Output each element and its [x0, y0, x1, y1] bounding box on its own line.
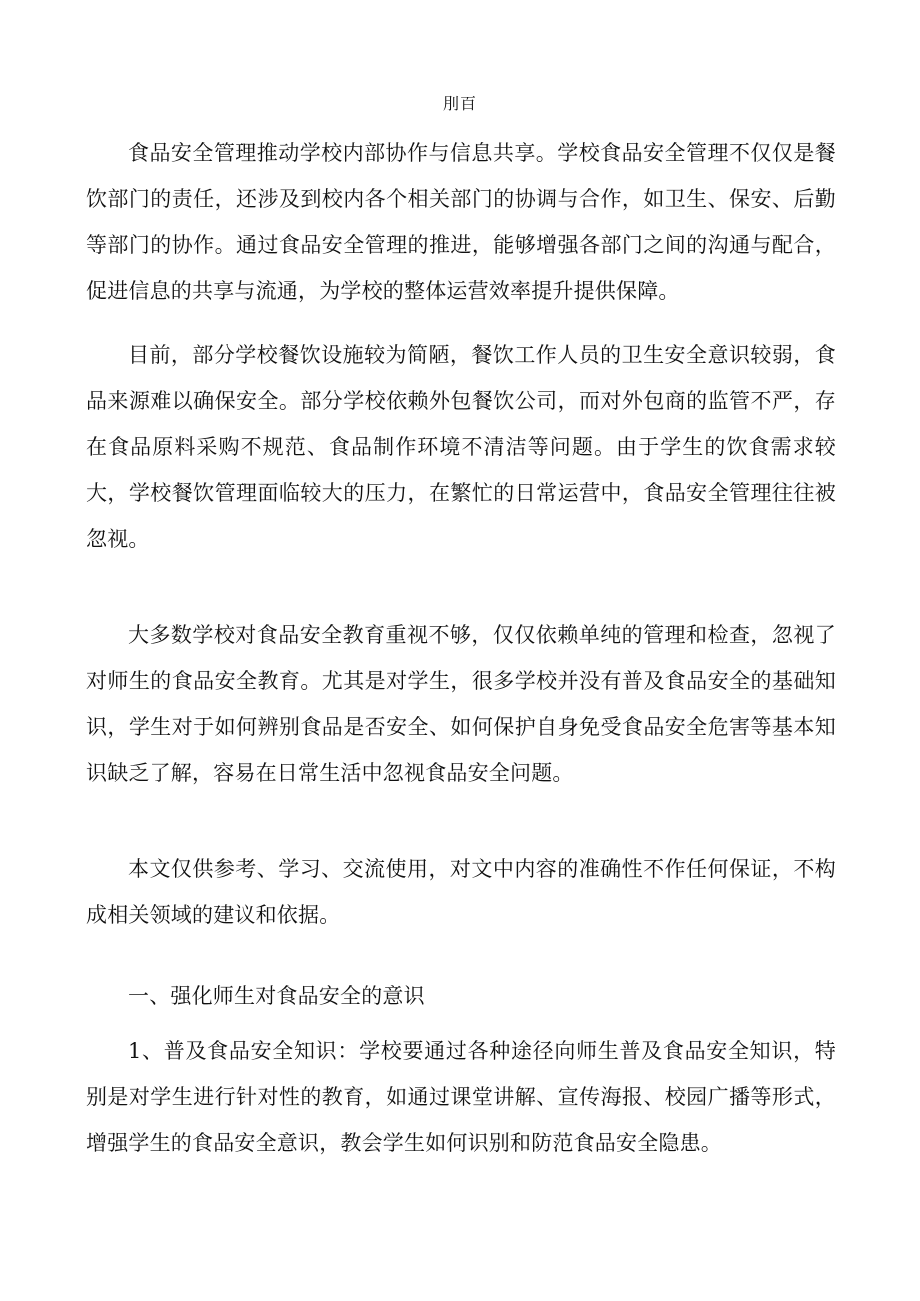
paragraph-collaboration — [86, 130, 836, 314]
paragraph-text: 目前，部分学校餐饮设施较为简陋，餐饮工作人员的卫生安全意识较弱，食品来源难以确保安全。部分学校依赖外包餐饮公司，而对外包商的监管不严，存在食品原料采购不规范、食品制作环境不清洁等问题。由于学生的饮食需求较大，学校餐饮管理面临较大的压力，在繁忙的日常运营中，食品安全管理往往被忽视。 — [86, 343, 836, 551]
page-heading: 刖百 — [442, 94, 477, 113]
paragraph-text: 1、普及食品安全知识：学校要通过各种途径向师生普及食品安全知识，特别是对学生进行针对性的教育，如通过课堂讲解、宣传海报、校园广播等形式，增强学生的食品安全意识，教会学生如何识别和防范食品安全隐患。 — [86, 1039, 836, 1155]
paragraph-disclaimer — [86, 846, 836, 938]
section-heading-awareness — [86, 973, 836, 1019]
paragraph-text: 大多数学校对食品安全教育重视不够，仅仅依赖单纯的管理和检查，忽视了对师生的食品安全教育。尤其是对学生，很多学校并没有普及食品安全的基础知识，学生对于如何辨别食品是否安全、如何保护自身免受食品安全危害等基本知识缺乏了解，容易在日常生活中忽视食品安全问题。 — [86, 623, 836, 785]
paragraph-knowledge — [86, 1028, 836, 1166]
section-title: 一、强化师生对食品安全的意识 — [128, 984, 425, 1008]
paragraph-text: 食品安全管理推动学校内部协作与信息共享。学校食品安全管理不仅仅是餐饮部门的责任，还涉及到校内各个相关部门的协调与合作，如卫生、保安、后勤等部门的协作。通过食品安全管理的推进，能够增强各部门之间的沟通与配合，促进信息的共享与流通，为学校的整体运营效率提升提供保障。 — [86, 141, 836, 303]
paragraph-education — [86, 612, 836, 796]
paragraph-current-situation — [86, 332, 836, 562]
paragraph-text: 本文仅供参考、学习、交流使用，对文中内容的准确性不作任何保证，不构成相关领域的建议和依据。 — [86, 857, 836, 927]
